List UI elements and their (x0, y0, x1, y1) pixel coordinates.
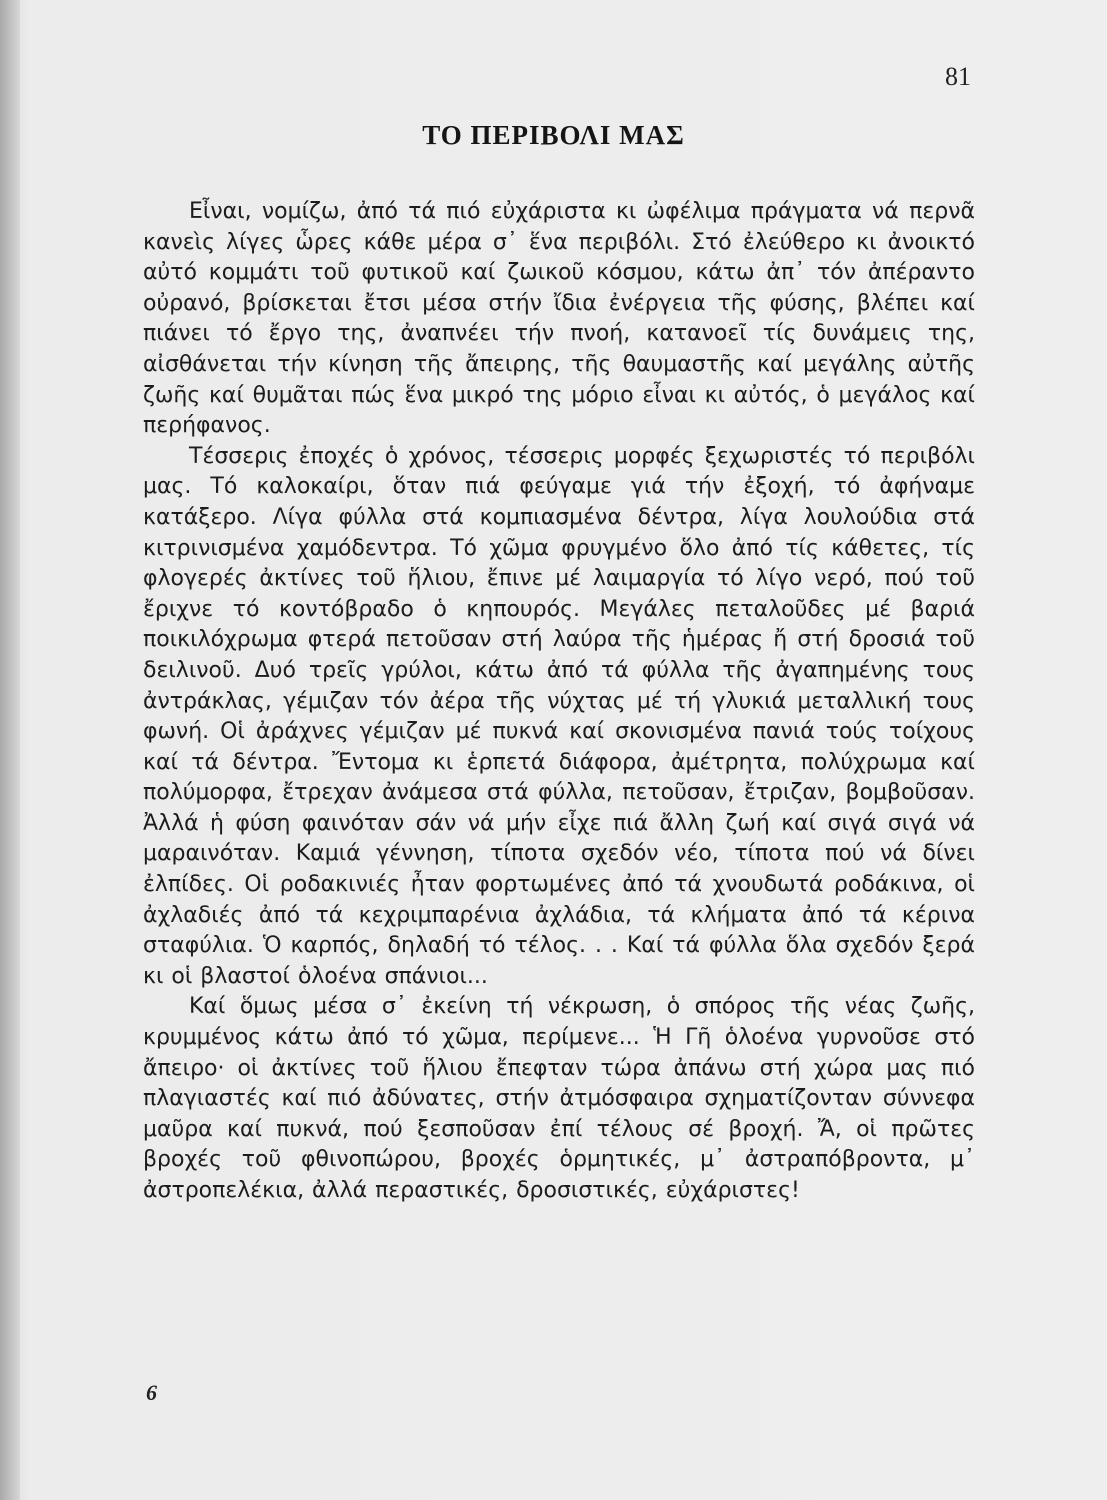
paragraph-3: Καί ὅμως μέσα σ᾽ ἐκείνη τή νέκρωση, ὁ σπόρος τῆς νέας ζωῆς, κρυμμένος κάτω ἀπό τό χῶμα, περίμενε... Ἡ Γῆ ὁλοένα γυρνοῦσε στό ἄπειρο· οἱ ἀκτίνες τοῦ ἥλιου ἔπεφταν τώρα ἀπάνω στή χώρα μας πιό πλαγιαστές καί πιό ἀδύνατες, στήν ἀτμόσφαιρα σχηματίζονταν σύννεφα μαῦρα καί πυκνά, πού ξεσποῦσαν ἐπί τέλους σέ βροχή. Ἄ, οἱ πρῶτες βροχές τοῦ φθινοπώρου, βροχές ὁρμητικές, μ᾽ ἀστραπόβροντα, μ᾽ ἀστροπελέκια, ἀλλά περαστικές, δροσιστικές, εὐχάριστες! (143, 994, 975, 1203)
body-text (143, 197, 975, 1207)
paragraph-1: Εἶναι, νομίζω, ἀπό τά πιό εὐχάριστα κι ὠφέλιμα πράγματα νά περνᾶ κανεὶς λίγες ὧρες κάθε μέρα σ᾽ ἕνα περιβόλι. Στό ἐλεύθερο κι ἀνοικτό αὐτό κομμάτι τοῦ φυτικοῦ καί ζωικοῦ κόσμου, κάτω ἀπ᾽ τόν ἀπέραντο οὐρανό, βρίσκεται ἔτσι μέσα στήν ἴδια ἐνέργεια τῆς φύσης, βλέπει καί πιάνει τό ἔργο της, ἀναπνέει τήν πνοή, κατανοεῖ τίς δυνάμεις της, αἰσθάνεται τήν κίνηση τῆς ἄπειρης, τῆς θαυμαστῆς καί μεγάλης αὐτῆς ζωῆς καί θυμᾶται πώς ἕνα μικρό της μόριο εἶναι κι αὐτός, ὁ μεγάλος καί περήφανος. (143, 199, 975, 439)
chapter-title: ΤΟ ΠΕΡΙΒΟΛΙ ΜΑΣ (422, 120, 685, 150)
paragraph-2: Τέσσερις ἐποχές ὁ χρόνος, τέσσερις μορφές ξεχωριστές τό περιβόλι μας. Τό καλοκαίρι, ὅταν πιά φεύγαμε γιά τήν ἐξοχή, τό ἀφήναμε κατάξερο. Λίγα φύλλα στά κομπιασμένα δέντρα, λίγα λουλούδια στά κιτρινισμένα χαμόδεντρα. Τό χῶμα φρυγμένο ὅλο ἀπό τίς κάθετες, τίς φλογερές ἀκτίνες τοῦ ἥλιου, ἔπινε μέ λαιμαργία τό λίγο νερό, πού τοῦ ἔριχνε τό κοντόβραδο ὁ κηπουρός. Μεγάλες πεταλοῦδες μέ βαριά ποικιλόχρωμα φτερά πετοῦσαν στή λαύρα τῆς ἡμέρας ἤ στή δροσιά τοῦ δειλινοῦ. Δυό τρεῖς γρύλοι, κάτω ἀπό τά φύλλα τῆς ἀγαπημένης τους ἀντράκλας, γέμιζαν τόν ἀέρα τῆς νύχτας μέ τή γλυκιά μεταλλική τους φωνή. Οἱ ἀράχνες γέμιζαν μέ πυκνά καί σκονισμένα πανιά τούς τοίχους καί τά δέντρα. Ἔντομα κι ἑρπετά διάφορα, ἀμέτρητα, πολύχρωμα καί πολύμορφα, ἔτρεχαν ἀνάμεσα στά φύλλα, πετοῦσαν, ἔτριζαν, βομβοῦσαν. Ἀλλά ἡ φύση φαινόταν σάν νά μήν εἶχε πιά ἄλλη ζωή καί σιγά σιγά νά μαραινόταν. Καμιά γέννηση, τίποτα σχεδόν νέο, τίποτα πού νά δίνει ἐλπίδες. Οἱ ροδακινιές ἦταν φορτωμένες ἀπό τά χνουδωτά ροδάκινα, οἱ ἀχλαδιές ἀπό τά κεχριμπαρένια ἀχλάδια, τά κλήματα ἀπό τά κέρινα σταφύλια. Ὁ καρπός, δηλαδή τό τέλος. . . Καί τά φύλλα ὅλα σχεδόν ξερά κι οἱ βλαστοί ὁλοένα σπάνιοι... (143, 443, 975, 989)
book-spine-shadow (0, 0, 20, 1500)
page-number: 81 (945, 62, 971, 91)
signature-mark: 6 (146, 1380, 157, 1405)
